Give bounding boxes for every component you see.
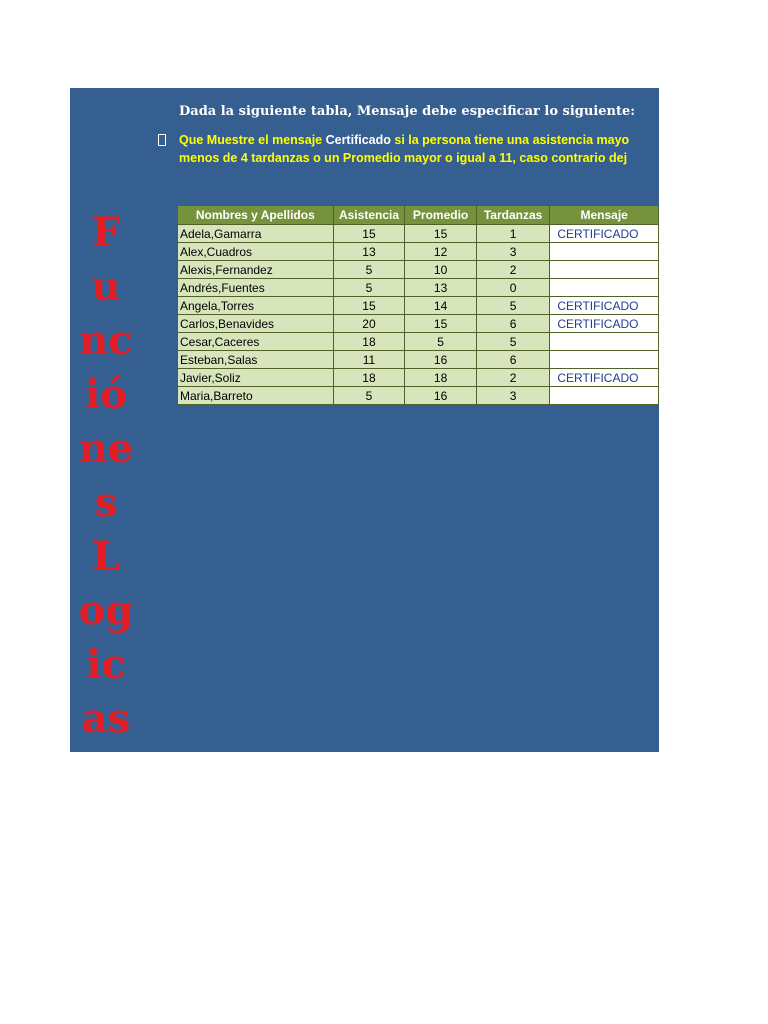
tardanzas-cell[interactable]: 5 xyxy=(476,297,550,315)
heading: Dada la siguiente tabla, Mensaje debe especificar lo siguiente: xyxy=(179,104,636,119)
name-cell[interactable]: Alex,Cuadros xyxy=(178,243,334,261)
tardanzas-cell[interactable]: 0 xyxy=(476,279,550,297)
side-title-line: F xyxy=(91,209,121,256)
promedio-cell[interactable]: 12 xyxy=(405,243,476,261)
table-header-row xyxy=(178,206,659,225)
table-row xyxy=(178,333,659,351)
asistencia-cell[interactable]: 20 xyxy=(333,315,405,333)
instruction-part: si la persona tiene una asistencia mayo xyxy=(390,133,630,147)
tardanzas-cell[interactable]: 2 xyxy=(476,369,550,387)
tardanzas-cell[interactable]: 2 xyxy=(476,261,550,279)
mensaje-cell[interactable] xyxy=(550,351,659,369)
asistencia-cell[interactable]: 5 xyxy=(333,261,405,279)
mensaje-cell[interactable] xyxy=(550,387,659,405)
table-row xyxy=(178,387,659,405)
asistencia-cell[interactable]: 5 xyxy=(333,387,405,405)
instruction-line-1 xyxy=(179,131,659,149)
table-row xyxy=(178,351,659,369)
tardanzas-cell[interactable]: 6 xyxy=(476,315,550,333)
header-promedio: Promedio xyxy=(405,206,476,225)
promedio-cell[interactable]: 14 xyxy=(405,297,476,315)
header-mensaje: Mensaje xyxy=(550,206,659,225)
promedio-cell[interactable]: 16 xyxy=(405,387,476,405)
name-cell[interactable]: Cesar,Caceres xyxy=(178,333,334,351)
table-row xyxy=(178,279,659,297)
tardanzas-cell[interactable]: 3 xyxy=(476,387,550,405)
side-title-line: as xyxy=(81,695,131,742)
asistencia-cell[interactable]: 15 xyxy=(333,225,405,243)
mensaje-cell[interactable]: CERTIFICADO xyxy=(550,225,659,243)
side-title-line: s xyxy=(94,479,118,526)
bullet-icon xyxy=(158,134,166,146)
promedio-cell[interactable]: 5 xyxy=(405,333,476,351)
asistencia-cell[interactable]: 18 xyxy=(333,333,405,351)
table-row xyxy=(178,315,659,333)
header-tardanzas: Tardanzas xyxy=(476,206,550,225)
mensaje-cell[interactable]: CERTIFICADO xyxy=(550,315,659,333)
table-row xyxy=(178,243,659,261)
name-cell[interactable]: Javier,Soliz xyxy=(178,369,334,387)
promedio-cell[interactable]: 16 xyxy=(405,351,476,369)
mensaje-cell[interactable] xyxy=(550,261,659,279)
asistencia-cell[interactable]: 13 xyxy=(333,243,405,261)
side-title-line: ic xyxy=(86,641,126,688)
name-cell[interactable]: Andrés,Fuentes xyxy=(178,279,334,297)
side-title-line: nc xyxy=(79,317,133,364)
mensaje-cell[interactable] xyxy=(550,333,659,351)
header-nombres: Nombres y Apellidos xyxy=(178,206,334,225)
promedio-cell[interactable]: 18 xyxy=(405,369,476,387)
slide-panel xyxy=(70,88,659,752)
mensaje-cell[interactable] xyxy=(550,279,659,297)
name-cell[interactable]: Angela,Torres xyxy=(178,297,334,315)
table-row xyxy=(178,225,659,243)
data-table xyxy=(177,205,659,405)
asistencia-cell[interactable]: 11 xyxy=(333,351,405,369)
name-cell[interactable]: Carlos,Benavides xyxy=(178,315,334,333)
name-cell[interactable]: Esteban,Salas xyxy=(178,351,334,369)
instruction-text xyxy=(179,131,659,167)
side-title xyxy=(70,206,142,746)
table-row xyxy=(178,297,659,315)
name-cell[interactable]: Maria,Barreto xyxy=(178,387,334,405)
side-title-line: ne xyxy=(78,425,134,472)
instruction-line-2: menos de 4 tardanzas o un Promedio mayor o igual a 11, caso contrario dej xyxy=(179,151,628,165)
side-title-line: L xyxy=(91,533,121,580)
instruction-keyword: Certificado xyxy=(325,133,391,147)
promedio-cell[interactable]: 13 xyxy=(405,279,476,297)
table-row xyxy=(178,261,659,279)
promedio-cell[interactable]: 15 xyxy=(405,315,476,333)
tardanzas-cell[interactable]: 5 xyxy=(476,333,550,351)
mensaje-cell[interactable] xyxy=(550,243,659,261)
mensaje-cell[interactable]: CERTIFICADO xyxy=(550,297,659,315)
name-cell[interactable]: Alexis,Fernandez xyxy=(178,261,334,279)
header-asistencia: Asistencia xyxy=(333,206,405,225)
tardanzas-cell[interactable]: 6 xyxy=(476,351,550,369)
side-title-line: og xyxy=(78,587,134,634)
tardanzas-cell[interactable]: 3 xyxy=(476,243,550,261)
asistencia-cell[interactable]: 18 xyxy=(333,369,405,387)
side-title-line: u xyxy=(91,263,121,310)
promedio-cell[interactable]: 10 xyxy=(405,261,476,279)
promedio-cell[interactable]: 15 xyxy=(405,225,476,243)
name-cell[interactable]: Adela,Gamarra xyxy=(178,225,334,243)
table-row xyxy=(178,369,659,387)
mensaje-cell[interactable]: CERTIFICADO xyxy=(550,369,659,387)
asistencia-cell[interactable]: 15 xyxy=(333,297,405,315)
asistencia-cell[interactable]: 5 xyxy=(333,279,405,297)
instruction-part: Que Muestre el mensaje xyxy=(179,133,326,147)
tardanzas-cell[interactable]: 1 xyxy=(476,225,550,243)
side-title-line: ió xyxy=(85,371,127,418)
